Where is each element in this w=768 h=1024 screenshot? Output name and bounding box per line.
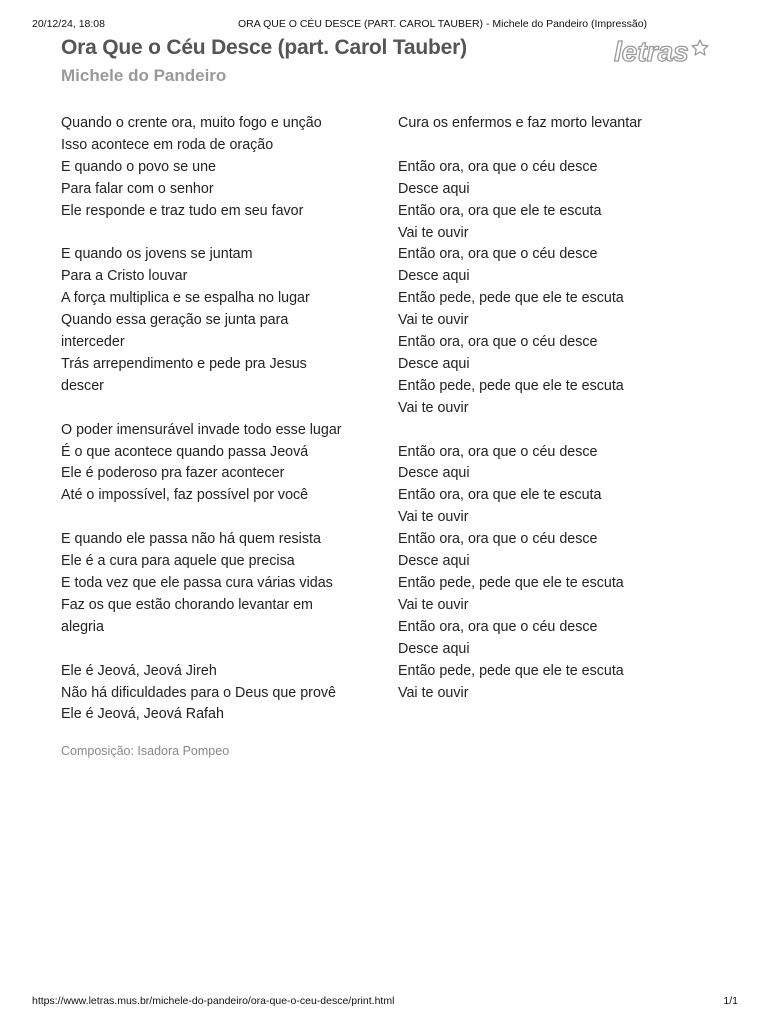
lyric-line: Então ora, ora que o céu desce xyxy=(398,334,598,351)
lyric-line: Então ora, ora que o céu desce xyxy=(398,531,598,548)
lyric-line: Para falar com o senhor xyxy=(61,180,214,197)
lyric-line: Então pede, pede que ele te escuta xyxy=(398,290,624,307)
print-page-title: ORA QUE O CÉU DESCE (PART. CAROL TAUBER) - Michele do Pandeiro (Impressão) xyxy=(238,18,648,30)
lyric-line: Desce aqui xyxy=(398,355,470,372)
lyric-line: Quando essa geração se junta para xyxy=(61,312,289,329)
lyric-line: Ele é a cura para aquele que precisa xyxy=(61,553,295,570)
lyric-line: Ele é poderoso pra fazer acontecer xyxy=(61,465,285,482)
lyric-line: Então ora, ora que o céu desce xyxy=(398,618,598,635)
lyric-line: Então ora, ora que o céu desce xyxy=(398,443,598,460)
composer-credit: Composição: Isadora Pompeo xyxy=(61,744,230,759)
letras-logo-text: letras xyxy=(614,36,689,67)
lyric-line: Isso acontece em roda de oração xyxy=(61,136,274,153)
lyric-line: Então pede, pede que ele te escuta xyxy=(398,662,624,679)
lyrics-stanza xyxy=(61,113,376,223)
lyric-line: Não há dificuldades para o Deus que provê xyxy=(61,684,336,701)
lyric-line: Até o impossível, faz possível por você xyxy=(61,487,309,504)
print-page-number: 1/1 xyxy=(723,995,738,1007)
lyric-line: Vai te ouvir xyxy=(398,399,469,416)
lyric-line: Ele é Jeová, Jeová Jireh xyxy=(61,662,217,679)
lyrics-stanza xyxy=(61,529,376,639)
lyrics-stanza xyxy=(61,244,376,397)
lyric-line: alegria xyxy=(61,618,104,635)
lyric-line: Quando o crente ora, muito fogo e unção xyxy=(61,115,322,131)
lyric-line: Então ora, ora que ele te escuta xyxy=(398,202,602,219)
lyric-line: Desce aqui xyxy=(398,640,470,657)
lyric-line: O poder imensurável invade todo esse lugar xyxy=(61,421,342,438)
lyric-line: Então pede, pede que ele te escuta xyxy=(398,575,624,591)
lyric-line: E quando os jovens se juntam xyxy=(61,246,253,263)
lyric-line: E quando o povo se une xyxy=(61,158,217,175)
lyric-line: A força multiplica e se espalha no lugar xyxy=(61,290,310,307)
lyric-line: descer xyxy=(61,377,104,394)
lyrics-column-left xyxy=(61,113,376,760)
lyric-line: Então ora, ora que ele te escuta xyxy=(398,487,602,504)
lyric-line: Desce aqui xyxy=(398,268,470,285)
lyric-line: Vai te ouvir xyxy=(398,684,469,701)
lyric-line: Ele responde e traz tudo em seu favor xyxy=(61,202,304,219)
lyric-line: Ele é Jeová, Jeová Rafah xyxy=(61,706,224,723)
lyric-line: E toda vez que ele passa cura várias vidas xyxy=(61,574,333,591)
lyric-line: Então ora, ora que o céu desce xyxy=(398,246,598,263)
lyric-line: Então pede, pede que ele te escuta xyxy=(398,377,624,394)
lyric-line: interceder xyxy=(61,334,125,351)
lyrics-stanza xyxy=(398,442,718,705)
print-footer-url: https://www.letras.mus.br/michele-do-pandeiro/ora-que-o-ceu-desce/print.html xyxy=(32,995,395,1007)
lyric-line: Para a Cristo louvar xyxy=(61,268,188,285)
lyrics-stanza xyxy=(398,157,718,420)
lyric-line: Trás arrependimento e pede pra Jesus xyxy=(61,355,307,372)
lyrics-column-right xyxy=(398,113,718,704)
lyrics-stanza xyxy=(61,661,376,727)
lyric-line: Desce aqui xyxy=(398,180,470,197)
lyric-line: É o que acontece quando passa Jeová xyxy=(61,443,309,460)
lyric-line: Vai te ouvir xyxy=(398,509,469,526)
lyric-line: Vai te ouvir xyxy=(398,224,469,241)
lyrics-stanza xyxy=(61,420,376,508)
lyric-line: Desce aqui xyxy=(398,553,470,570)
lyrics-stanza xyxy=(398,113,718,135)
star-icon xyxy=(692,40,708,55)
letras-logo xyxy=(612,34,712,68)
print-datetime: 20/12/24, 18:08 xyxy=(32,18,105,30)
lyric-line: Então ora, ora que o céu desce xyxy=(398,158,598,175)
song-title: Ora Que o Céu Desce (part. Carol Tauber) xyxy=(61,36,467,59)
lyric-line: Vai te ouvir xyxy=(398,312,469,329)
lyric-line: Desce aqui xyxy=(398,465,470,482)
lyric-line: Vai te ouvir xyxy=(398,596,469,613)
artist-name: Michele do Pandeiro xyxy=(61,66,227,85)
lyric-line: Cura os enfermos e faz morto levantar xyxy=(398,115,642,131)
lyric-line: Faz os que estão chorando levantar em xyxy=(61,596,313,613)
lyric-line: E quando ele passa não há quem resista xyxy=(61,531,321,548)
